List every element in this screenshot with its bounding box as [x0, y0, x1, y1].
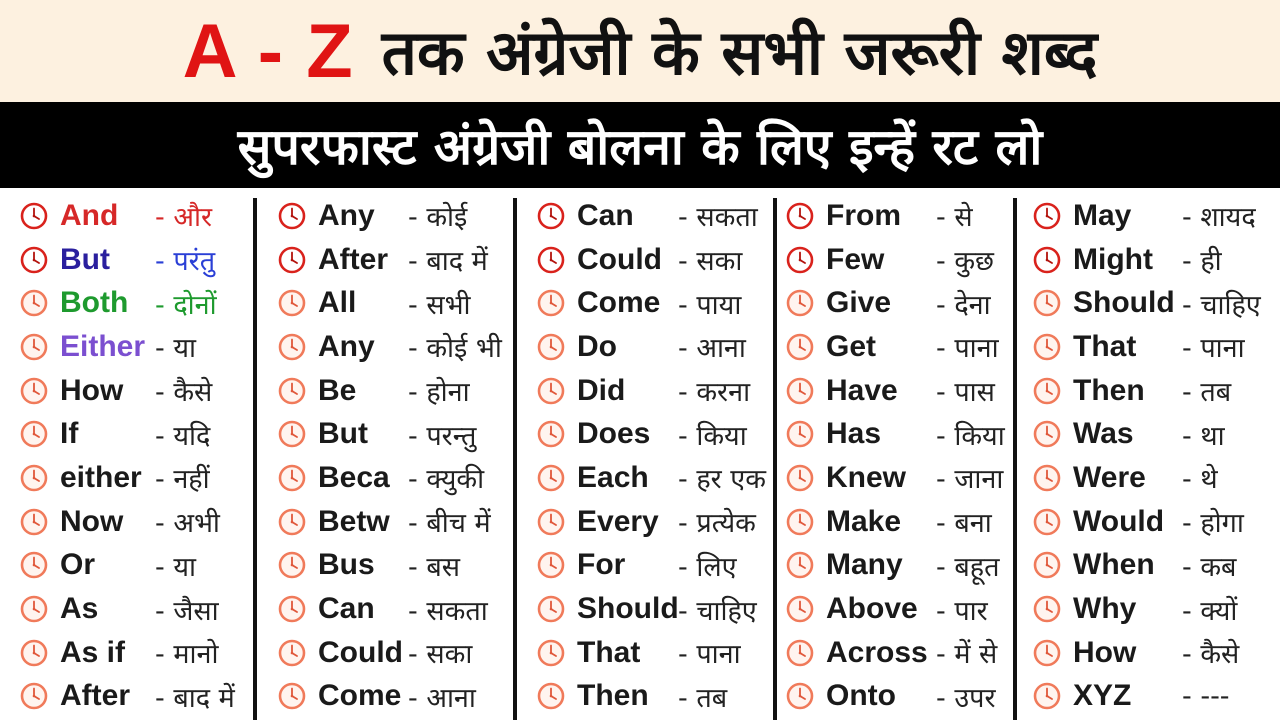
word-row	[786, 675, 1038, 719]
word-row	[20, 500, 272, 544]
clock-icon	[20, 639, 48, 667]
hindi-meaning: - चाहिए	[678, 595, 757, 627]
clock-icon	[20, 595, 48, 623]
clock-icon	[20, 377, 48, 405]
hindi-meaning: - पास	[936, 377, 995, 409]
hindi-meaning: - सकता	[678, 202, 758, 234]
clock-icon	[20, 246, 48, 274]
english-word: Come	[318, 679, 402, 713]
clock-icon	[20, 202, 48, 230]
hindi-meaning: - सका	[408, 639, 473, 671]
english-word: Or	[60, 548, 96, 582]
word-row	[278, 500, 530, 544]
english-word: Onto	[826, 679, 896, 713]
hindi-meaning: - और	[155, 202, 212, 234]
word-row	[1033, 544, 1280, 588]
hindi-meaning: - सकता	[408, 595, 488, 627]
word-column-2	[278, 194, 530, 718]
word-row	[537, 500, 789, 544]
english-word: Was	[1073, 417, 1134, 451]
english-word: And	[60, 198, 119, 232]
clock-icon	[786, 420, 814, 448]
english-word: Might	[1073, 242, 1153, 276]
clock-icon	[537, 377, 565, 405]
word-column-4	[786, 194, 1038, 718]
clock-icon	[786, 333, 814, 361]
clock-icon	[537, 464, 565, 492]
clock-icon	[1033, 639, 1061, 667]
english-word: Above	[826, 592, 918, 626]
clock-icon	[278, 508, 306, 536]
hindi-meaning: - जाना	[936, 464, 1004, 496]
hindi-meaning: - शायद	[1182, 202, 1256, 234]
word-row	[537, 238, 789, 282]
hindi-meaning: - पार	[936, 595, 988, 627]
english-word: Few	[826, 242, 885, 276]
word-row	[20, 325, 272, 369]
hindi-meaning: - बहूत	[936, 551, 1000, 583]
word-row	[278, 631, 530, 675]
clock-icon	[278, 333, 306, 361]
english-word: But	[60, 242, 110, 276]
word-column-3	[537, 194, 789, 718]
english-word: Be	[318, 373, 357, 407]
english-word: From	[826, 198, 901, 232]
english-word: As if	[60, 635, 126, 669]
clock-icon	[537, 639, 565, 667]
word-row	[278, 194, 530, 238]
hindi-meaning: - आना	[678, 333, 746, 365]
word-row	[786, 587, 1038, 631]
english-word: XYZ	[1073, 679, 1132, 713]
hindi-meaning: - चाहिए	[1182, 289, 1261, 321]
hindi-meaning: - उपर	[936, 682, 996, 714]
hindi-meaning: - ---	[1182, 680, 1230, 712]
english-word: Both	[60, 286, 129, 320]
clock-icon	[278, 639, 306, 667]
word-row	[20, 412, 272, 456]
word-row	[786, 500, 1038, 544]
word-row	[537, 194, 789, 238]
word-row	[786, 544, 1038, 588]
clock-icon	[537, 289, 565, 317]
english-word: Could	[577, 242, 662, 276]
word-row	[278, 412, 530, 456]
hindi-meaning: - बाद में	[408, 246, 488, 278]
clock-icon	[1033, 682, 1061, 710]
hindi-meaning: - पाना	[1182, 333, 1245, 365]
word-row	[278, 238, 530, 282]
hindi-meaning: - करना	[678, 377, 751, 409]
clock-icon	[786, 508, 814, 536]
english-word: How	[60, 373, 124, 407]
title-banner	[0, 0, 1280, 102]
hindi-meaning: - बना	[936, 508, 992, 540]
clock-icon	[1033, 289, 1061, 317]
english-word: As	[60, 592, 99, 626]
hindi-meaning: - किया	[936, 420, 1005, 452]
hindi-meaning: - या	[155, 333, 196, 365]
clock-icon	[786, 246, 814, 274]
english-word: Can	[318, 592, 375, 626]
word-column-1	[20, 194, 272, 718]
hindi-meaning: - हर एक	[678, 464, 766, 496]
hindi-meaning: - यदि	[155, 420, 211, 452]
hindi-meaning: - परंतु	[155, 246, 216, 278]
word-row	[20, 544, 272, 588]
english-word: Now	[60, 504, 124, 538]
english-word: Every	[577, 504, 659, 538]
word-row	[20, 587, 272, 631]
word-row	[20, 675, 272, 719]
hindi-meaning: - लिए	[678, 551, 737, 583]
english-word: May	[1073, 198, 1132, 232]
clock-icon	[786, 289, 814, 317]
english-word: Give	[826, 286, 892, 320]
clock-icon	[278, 595, 306, 623]
clock-icon	[1033, 508, 1061, 536]
word-row	[1033, 631, 1280, 675]
hindi-meaning: - देना	[936, 289, 991, 321]
hindi-meaning: - तब	[1182, 377, 1232, 409]
word-row	[786, 631, 1038, 675]
clock-icon	[537, 333, 565, 361]
word-row	[20, 369, 272, 413]
clock-icon	[278, 464, 306, 492]
hindi-meaning: - सभी	[408, 289, 471, 321]
clock-icon	[537, 246, 565, 274]
english-word: Did	[577, 373, 626, 407]
english-word: Why	[1073, 592, 1137, 626]
clock-icon	[537, 595, 565, 623]
english-word: Could	[318, 635, 403, 669]
word-row	[786, 369, 1038, 413]
word-row	[537, 412, 789, 456]
clock-icon	[1033, 464, 1061, 492]
hindi-meaning: - अभी	[155, 508, 220, 540]
english-word: That	[1073, 329, 1137, 363]
english-word: Were	[1073, 460, 1146, 494]
english-word: After	[60, 679, 131, 713]
english-word: Each	[577, 460, 649, 494]
hindi-meaning: - था	[1182, 420, 1225, 452]
clock-icon	[786, 551, 814, 579]
clock-icon	[786, 202, 814, 230]
english-word: Come	[577, 286, 661, 320]
english-word: Get	[826, 329, 877, 363]
english-word: That	[577, 635, 641, 669]
clock-icon	[537, 202, 565, 230]
clock-icon	[1033, 202, 1061, 230]
word-row	[20, 194, 272, 238]
hindi-meaning: - क्यों	[1182, 595, 1238, 627]
word-row	[278, 544, 530, 588]
hindi-meaning: - तब	[678, 682, 728, 714]
clock-icon	[1033, 551, 1061, 579]
word-row	[1033, 369, 1280, 413]
word-row	[786, 194, 1038, 238]
hindi-meaning: - क्युकी	[408, 464, 485, 496]
clock-icon	[278, 246, 306, 274]
english-word: Betw	[318, 504, 390, 538]
hindi-meaning: - में से	[936, 639, 998, 671]
clock-icon	[20, 551, 48, 579]
english-word: Has	[826, 417, 882, 451]
clock-icon	[786, 464, 814, 492]
clock-icon	[20, 420, 48, 448]
hindi-meaning: - कुछ	[936, 246, 994, 278]
clock-icon	[786, 595, 814, 623]
hindi-meaning: - ही	[1182, 246, 1222, 278]
word-row	[278, 281, 530, 325]
hindi-meaning: - या	[155, 551, 196, 583]
word-row	[537, 325, 789, 369]
clock-icon	[786, 639, 814, 667]
word-row	[537, 631, 789, 675]
english-word: For	[577, 548, 626, 582]
word-row	[20, 238, 272, 282]
clock-icon	[20, 464, 48, 492]
word-row	[786, 281, 1038, 325]
word-row	[278, 369, 530, 413]
english-word: Then	[1073, 373, 1145, 407]
hindi-meaning: - से	[936, 202, 973, 234]
english-word: If	[60, 417, 79, 451]
hindi-meaning: - कैसे	[155, 377, 213, 409]
word-row	[786, 456, 1038, 500]
english-word: Make	[826, 504, 902, 538]
english-word: When	[1073, 548, 1155, 582]
word-row	[537, 456, 789, 500]
clock-icon	[278, 420, 306, 448]
clock-icon	[537, 682, 565, 710]
hindi-meaning: - पाना	[936, 333, 999, 365]
english-word: Should	[577, 592, 679, 626]
clock-icon	[1033, 595, 1061, 623]
hindi-meaning: - बीच में	[408, 508, 491, 540]
word-row	[20, 281, 272, 325]
english-word: Have	[826, 373, 898, 407]
word-row	[786, 412, 1038, 456]
english-word: Bus	[318, 548, 375, 582]
clock-icon	[1033, 420, 1061, 448]
english-word: Beca	[318, 460, 390, 494]
word-column-5	[1033, 194, 1280, 718]
english-word: Then	[577, 679, 649, 713]
word-row	[278, 456, 530, 500]
english-word: Would	[1073, 504, 1165, 538]
english-word: Either	[60, 329, 146, 363]
word-row	[1033, 675, 1280, 719]
english-word: Knew	[826, 460, 907, 494]
english-word: Many	[826, 548, 903, 582]
english-word: All	[318, 286, 357, 320]
hindi-meaning: - कैसे	[1182, 639, 1240, 671]
word-row	[537, 281, 789, 325]
clock-icon	[1033, 246, 1061, 274]
hindi-meaning: - बाद में	[155, 682, 235, 714]
clock-icon	[278, 377, 306, 405]
clock-icon	[278, 289, 306, 317]
hindi-meaning: - किया	[678, 420, 747, 452]
english-word: either	[60, 460, 142, 494]
title-hindi: तक अंग्रेजी के सभी जरूरी शब्द	[381, 16, 1098, 89]
english-word: Any	[318, 198, 375, 232]
word-row	[1033, 281, 1280, 325]
word-row	[1033, 412, 1280, 456]
word-row	[786, 325, 1038, 369]
word-row	[1033, 325, 1280, 369]
word-row	[537, 369, 789, 413]
clock-icon	[537, 420, 565, 448]
hindi-meaning: - होना	[408, 377, 470, 409]
hindi-meaning: - होगा	[1182, 508, 1244, 540]
hindi-meaning: - सका	[678, 246, 743, 278]
word-row	[20, 631, 272, 675]
word-row	[537, 675, 789, 719]
clock-icon	[20, 333, 48, 361]
subtitle-banner	[0, 102, 1280, 188]
english-word: Should	[1073, 286, 1175, 320]
hindi-meaning: - आना	[408, 682, 476, 714]
english-word: Can	[577, 198, 634, 232]
english-word: Any	[318, 329, 375, 363]
hindi-meaning: - कब	[1182, 551, 1237, 583]
english-word: Does	[577, 417, 651, 451]
word-row	[278, 325, 530, 369]
word-row	[1033, 194, 1280, 238]
hindi-meaning: - कोई	[408, 202, 468, 234]
english-word: After	[318, 242, 389, 276]
english-word: But	[318, 417, 368, 451]
clock-icon	[786, 682, 814, 710]
hindi-meaning: - कोई भी	[408, 333, 502, 365]
word-row	[537, 587, 789, 631]
title-az: A - Z	[182, 8, 354, 94]
hindi-meaning: - बस	[408, 551, 460, 583]
word-row	[278, 587, 530, 631]
clock-icon	[278, 682, 306, 710]
clock-icon	[1033, 377, 1061, 405]
hindi-meaning: - जैसा	[155, 595, 219, 627]
clock-icon	[1033, 333, 1061, 361]
word-row	[537, 544, 789, 588]
clock-icon	[537, 508, 565, 536]
clock-icon	[20, 508, 48, 536]
english-word: Across	[826, 635, 928, 669]
clock-icon	[20, 289, 48, 317]
hindi-meaning: - मानो	[155, 639, 219, 671]
hindi-meaning: - नहीं	[155, 464, 210, 496]
hindi-meaning: - परन्तु	[408, 420, 477, 452]
english-word: Do	[577, 329, 617, 363]
hindi-meaning: - पाया	[678, 289, 742, 321]
word-row	[1033, 456, 1280, 500]
clock-icon	[786, 377, 814, 405]
english-word: How	[1073, 635, 1137, 669]
hindi-meaning: - थे	[1182, 464, 1218, 496]
word-row	[786, 238, 1038, 282]
word-row	[20, 456, 272, 500]
clock-icon	[537, 551, 565, 579]
hindi-meaning: - पाना	[678, 639, 741, 671]
word-row	[1033, 238, 1280, 282]
clock-icon	[278, 202, 306, 230]
subtitle-text: सुपरफास्ट अंग्रेजी बोलना के लिए इन्हें रट लो	[237, 118, 1043, 176]
hindi-meaning: - प्रत्येक	[678, 508, 756, 540]
hindi-meaning: - दोनों	[155, 289, 217, 321]
clock-icon	[20, 682, 48, 710]
word-row	[1033, 500, 1280, 544]
word-row	[1033, 587, 1280, 631]
clock-icon	[278, 551, 306, 579]
word-row	[278, 675, 530, 719]
